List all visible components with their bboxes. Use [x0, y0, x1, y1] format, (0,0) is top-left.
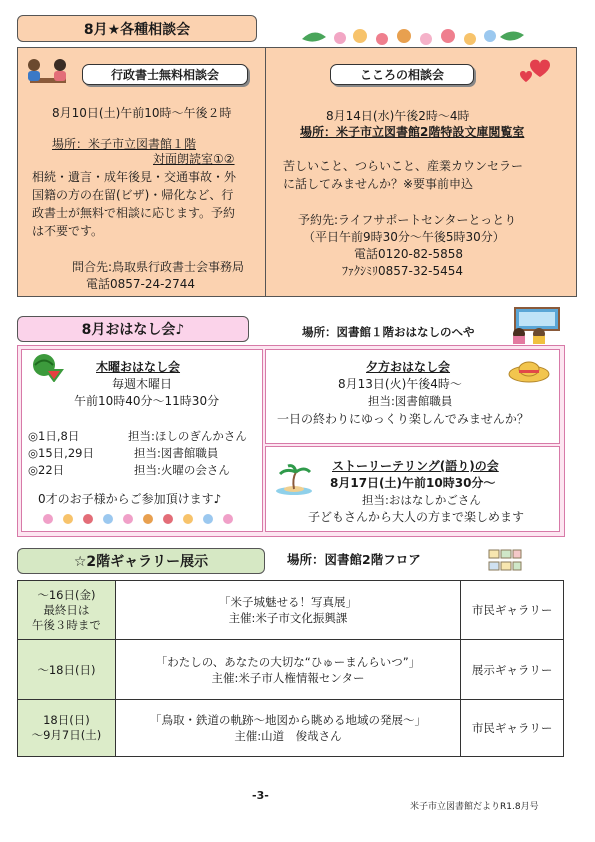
- legal-consult-desc-4: は不要です。: [32, 224, 104, 238]
- gallery-room-cell: [461, 640, 564, 700]
- gallery-row-3-period-1: 18日(日): [43, 713, 90, 727]
- thursday-note: 0才のお子様からご参加頂けます♪: [38, 492, 222, 506]
- gallery-heading: [17, 548, 265, 574]
- thursday-row-1-staff: 担当:ほしのぎんかさん: [128, 429, 247, 443]
- heart-consult-hours: （平日午前9時30分～午後5時30分）: [303, 230, 505, 244]
- thursday-row-3-date: ◎22日: [28, 463, 65, 477]
- gallery-title-cell: [115, 700, 460, 757]
- gallery-row-3-room: 市民ギャラリー: [471, 721, 553, 735]
- consult-heading-text: 8月★各種相談会: [83, 21, 191, 38]
- evening-title: 夕方おはなし会: [366, 360, 451, 374]
- watermelon-icon: [30, 352, 64, 382]
- gallery-place: 場所：図書館2階フロア: [287, 552, 421, 567]
- legal-consult-desc-3: 政書士が無料で相談に応じます。予約: [32, 206, 236, 220]
- thursday-row-2-date: ◎15日,29日: [28, 446, 94, 460]
- consultation-people-icon: [22, 56, 74, 92]
- heart-consult-booking: 予約先:ライフサポートセンターとっとり: [298, 213, 517, 227]
- consult-box: [17, 47, 577, 297]
- reading-children-icon: [505, 306, 563, 344]
- flower-garland-decoration: [40, 510, 245, 528]
- legal-consult-date: 8月10日(土)午前10時～午後２時: [52, 106, 232, 120]
- shell-garland-decoration: [300, 25, 525, 49]
- thursday-title: 木曜おはなし会: [96, 360, 181, 374]
- heart-consult-tel: 電話0120-82-5858: [354, 247, 464, 261]
- thursday-time: 午前10時40分～11時30分: [74, 394, 220, 408]
- gallery-row-3-period-2: ～9月7日(土): [31, 728, 102, 742]
- thursday-row-3-staff: 担当:火曜の会さん: [134, 463, 230, 477]
- storytelling-desc: 子どもさんから大人の方まで楽しめます: [308, 510, 525, 524]
- storytelling-title: ストーリーテリング(語り)の会: [332, 459, 499, 473]
- legal-consult-tel: 電話0857-24-2744: [86, 277, 196, 291]
- gallery-row-2-room: 展示ギャラリー: [471, 662, 553, 677]
- storytelling-date: 8月17日(土)午前10時30分～: [330, 476, 496, 490]
- thursday-row-1-date: ◎1日,8日: [28, 429, 80, 443]
- gallery-row-2-org: 主催:米子市人権情報センター: [211, 670, 365, 685]
- gallery-row-3-title: 「鳥取・鉄道の軌跡～地図から眺める地域の発展～」: [150, 713, 426, 727]
- gallery-room-cell: [461, 700, 564, 757]
- thursday-frequency: 毎週木曜日: [112, 377, 173, 391]
- gallery-row-1-title: 「米子城魅せる！写真展」: [219, 595, 357, 609]
- gallery-table: [17, 580, 564, 757]
- heart-consult-desc-2: に話してみませんか？※要事前申込: [283, 177, 474, 191]
- heart-icon: [518, 58, 556, 88]
- evening-desc: 一日の終わりにゆっくり楽しんでみませんか？: [277, 412, 529, 426]
- straw-hat-icon: [508, 358, 550, 384]
- legal-consult-title-text: 行政書士無料相談会: [110, 68, 219, 82]
- gallery-row-1-org: 主催:米子市文化振興課: [228, 611, 348, 625]
- gallery-row-2-period-1: ～18日(日): [37, 662, 96, 677]
- evening-staff: 担当:図書館職員: [368, 394, 453, 408]
- heart-consult-title: [330, 64, 474, 85]
- consult-divider: [265, 48, 266, 296]
- thursday-row-2-staff: 担当:図書館職員: [134, 446, 219, 460]
- stories-heading-text: 8月おはなし会♪: [81, 322, 185, 338]
- gallery-row-1-period-2: 最終日は: [43, 602, 90, 617]
- storytelling-staff: 担当:おはなしかごさん: [362, 493, 481, 507]
- legal-consult-desc-1: 相続・遺言・成年後見・交通事故・外: [32, 170, 237, 184]
- legal-consult-contact: 問合先:鳥取県行政書士会事務局: [72, 260, 245, 274]
- gallery-period-cell: [18, 700, 116, 757]
- table-row: [18, 700, 564, 757]
- gallery-row-1-period-1: ～16日(金): [37, 587, 96, 602]
- newsletter-label: 米子市立図書館だよりR1.8月号: [410, 802, 539, 812]
- evening-date: 8月13日(火)午後4時～: [338, 377, 462, 391]
- gallery-heading-text: ☆2階ギャラリー展示: [73, 554, 209, 570]
- heart-consult-fax: ﾌｧｸｼﾐﾘ0857-32-5454: [342, 264, 464, 278]
- heart-consult-title-text: こころの相談会: [359, 68, 444, 82]
- flower-icon: [43, 514, 233, 524]
- legal-consult-title: [82, 64, 248, 85]
- gallery-room-cell: [461, 581, 564, 640]
- picture-frames-icon: [487, 548, 523, 578]
- palm-island-icon: [274, 464, 314, 496]
- gallery-row-1-period-3: 午後３時まで: [31, 617, 101, 632]
- legal-consult-room: 対面朗読室①②: [153, 152, 235, 166]
- table-row: [18, 640, 564, 700]
- gallery-row-2-title: 「わたしの、あなたの大切な“ひゅーまんらいつ”」: [155, 654, 421, 669]
- gallery-period-cell: [18, 581, 116, 640]
- gallery-title-cell: [115, 640, 460, 700]
- legal-consult-place: 場所：米子市立図書館１階: [52, 137, 197, 151]
- page-number: -3-: [252, 789, 269, 802]
- heart-consult-desc-1: 苦しいこと、つらいこと、産業カウンセラー: [283, 159, 524, 173]
- stories-place: 場所：図書館１階おはなしのへや: [302, 325, 475, 339]
- gallery-row-1-room: 市民ギャラリー: [471, 603, 553, 617]
- consult-heading: [17, 15, 257, 42]
- gallery-title-cell: [115, 581, 460, 640]
- gallery-period-cell: [18, 640, 116, 700]
- shell-icon: [334, 29, 496, 45]
- stories-heading: [17, 316, 249, 342]
- legal-consult-desc-2: 国籍の方の在留(ビザ)・帰化など、行: [32, 188, 234, 202]
- stories-box: [17, 345, 565, 537]
- heart-consult-place: 場所：米子市立図書館2階特設文庫閲覧室: [300, 125, 525, 139]
- gallery-row-3-org: 主催:山道 俊哉さん: [234, 729, 342, 743]
- table-row: [18, 581, 564, 640]
- heart-consult-date: 8月14日(水)午後2時～4時: [326, 109, 470, 123]
